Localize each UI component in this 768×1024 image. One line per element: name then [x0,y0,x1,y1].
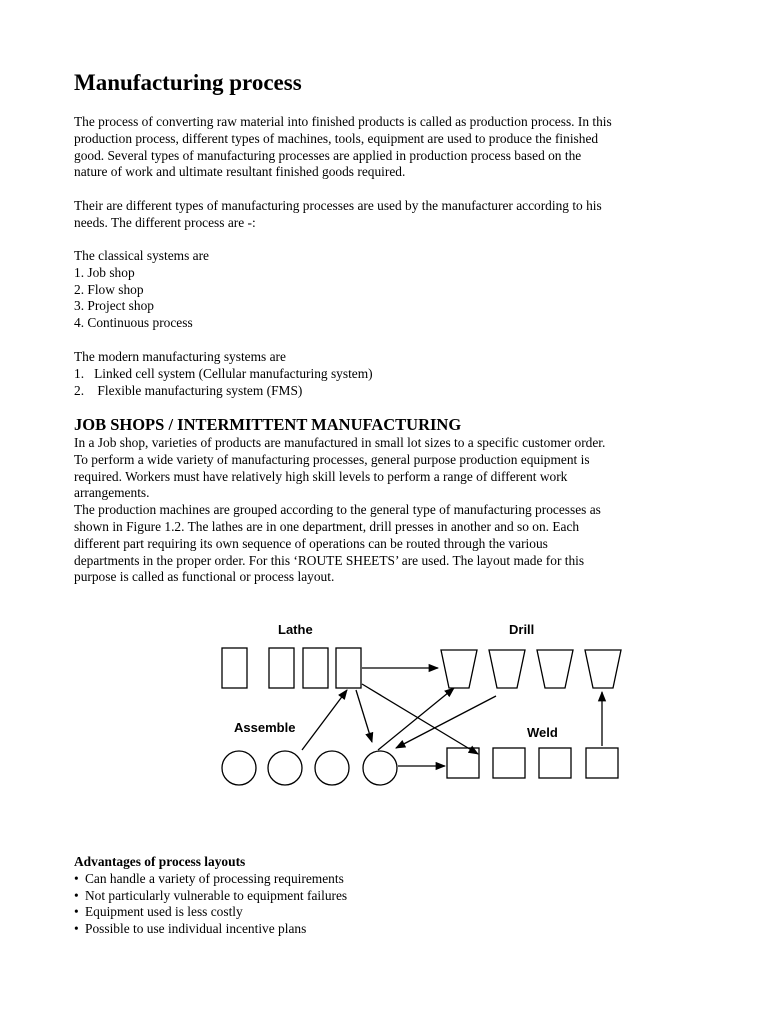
lathe-machine [336,648,361,688]
text-line: The production machines are grouped according to the general type of manufacturing processes as [74,502,601,518]
section-heading: JOB SHOPS / INTERMITTENT MANUFACTURING [74,415,462,434]
text-line: needs. The different process are -: [74,214,256,230]
text-line: departments in the proper order. For this ‘ROUTE SHEETS’ are used. The layout made for this [74,552,585,568]
list-item: 3. Project shop [74,298,154,314]
classical-systems-list [74,248,714,332]
list-item: • Equipment used is less costly [74,904,243,920]
weld-station [493,748,525,778]
text-line: In a Job shop, varieties of products are manufactured in small lot sizes to a specific customer order. [74,435,606,450]
assemble-label: Assemble [234,720,296,735]
drill-machine [489,650,525,688]
text-line: production process, different types of machines, tools, equipment are used to produce the finished [74,130,599,146]
list-item: 1. Job shop [74,264,135,280]
assembly-station [363,751,397,785]
page-title: Manufacturing process [74,70,302,95]
weld-label: Weld [527,725,558,740]
job-shops-section [74,415,714,586]
list-item: • Possible to use individual incentive plans [74,921,307,937]
text-line: arrangements. [74,485,150,501]
list-item: 1. Linked cell system (Cellular manufacturing system) [74,365,373,381]
text-line: The process of converting raw material into finished products is called as production process. In this [74,114,612,129]
lathe-machine [222,648,247,688]
drill-machine [441,650,477,688]
text-line: Their are different types of manufacturing processes are used by the manufacturer according to his [74,198,602,213]
lathe-label: Lathe [278,622,313,637]
classical-systems-heading: The classical systems are [74,248,209,263]
drill-label: Drill [509,622,535,637]
weld-station [447,748,479,778]
process-layout-diagram [214,612,634,792]
bullet-icon: • [74,921,79,937]
lathe-machine [303,648,328,688]
route-arrow [396,696,496,748]
intro-paragraph-1 [74,114,714,181]
list-item: 2. Flow shop [74,281,144,297]
text-line: To perform a wide variety of manufacturing processes, general purpose production equipment is [74,451,590,467]
text-line: nature of work and ultimate resultant finished goods required. [74,164,406,180]
route-arrow [302,690,347,750]
list-item: 4. Continuous process [74,315,193,331]
list-item: 2. Flexible manufacturing system (FMS) [74,382,303,398]
text-line: required. Workers must have relatively high skill levels to perform a range of different work [74,468,568,484]
assembly-station [315,751,349,785]
intro-paragraph-2 [74,198,714,232]
bullet-icon: • [74,887,79,903]
route-arrow [362,684,478,754]
advantages-section [74,854,714,938]
text-line: shown in Figure 1.2. The lathes are in one department, drill presses in another and so on. Each [74,518,580,534]
drill-machine [585,650,621,688]
text-line: purpose is called as functional or process layout. [74,569,335,585]
weld-station [539,748,571,778]
text-line: different part requiring its own sequence of operations can be routed through the various [74,535,548,551]
drill-machine [537,650,573,688]
text-line: good. Several types of manufacturing processes are applied in production process based on the [74,147,582,163]
bullet-icon: • [74,904,79,920]
list-item: • Not particularly vulnerable to equipment failures [74,887,348,903]
assembly-station [222,751,256,785]
modern-systems-list [74,349,714,399]
route-arrow [378,688,454,750]
modern-systems-heading: The modern manufacturing systems are [74,349,286,364]
weld-station [586,748,618,778]
list-item: • Can handle a variety of processing requirements [74,870,344,886]
advantages-list [74,871,714,938]
lathe-machine [269,648,294,688]
advantages-heading: Advantages of process layouts [74,854,246,869]
route-arrow [356,690,372,742]
assembly-station [268,751,302,785]
bullet-icon: • [74,870,79,886]
